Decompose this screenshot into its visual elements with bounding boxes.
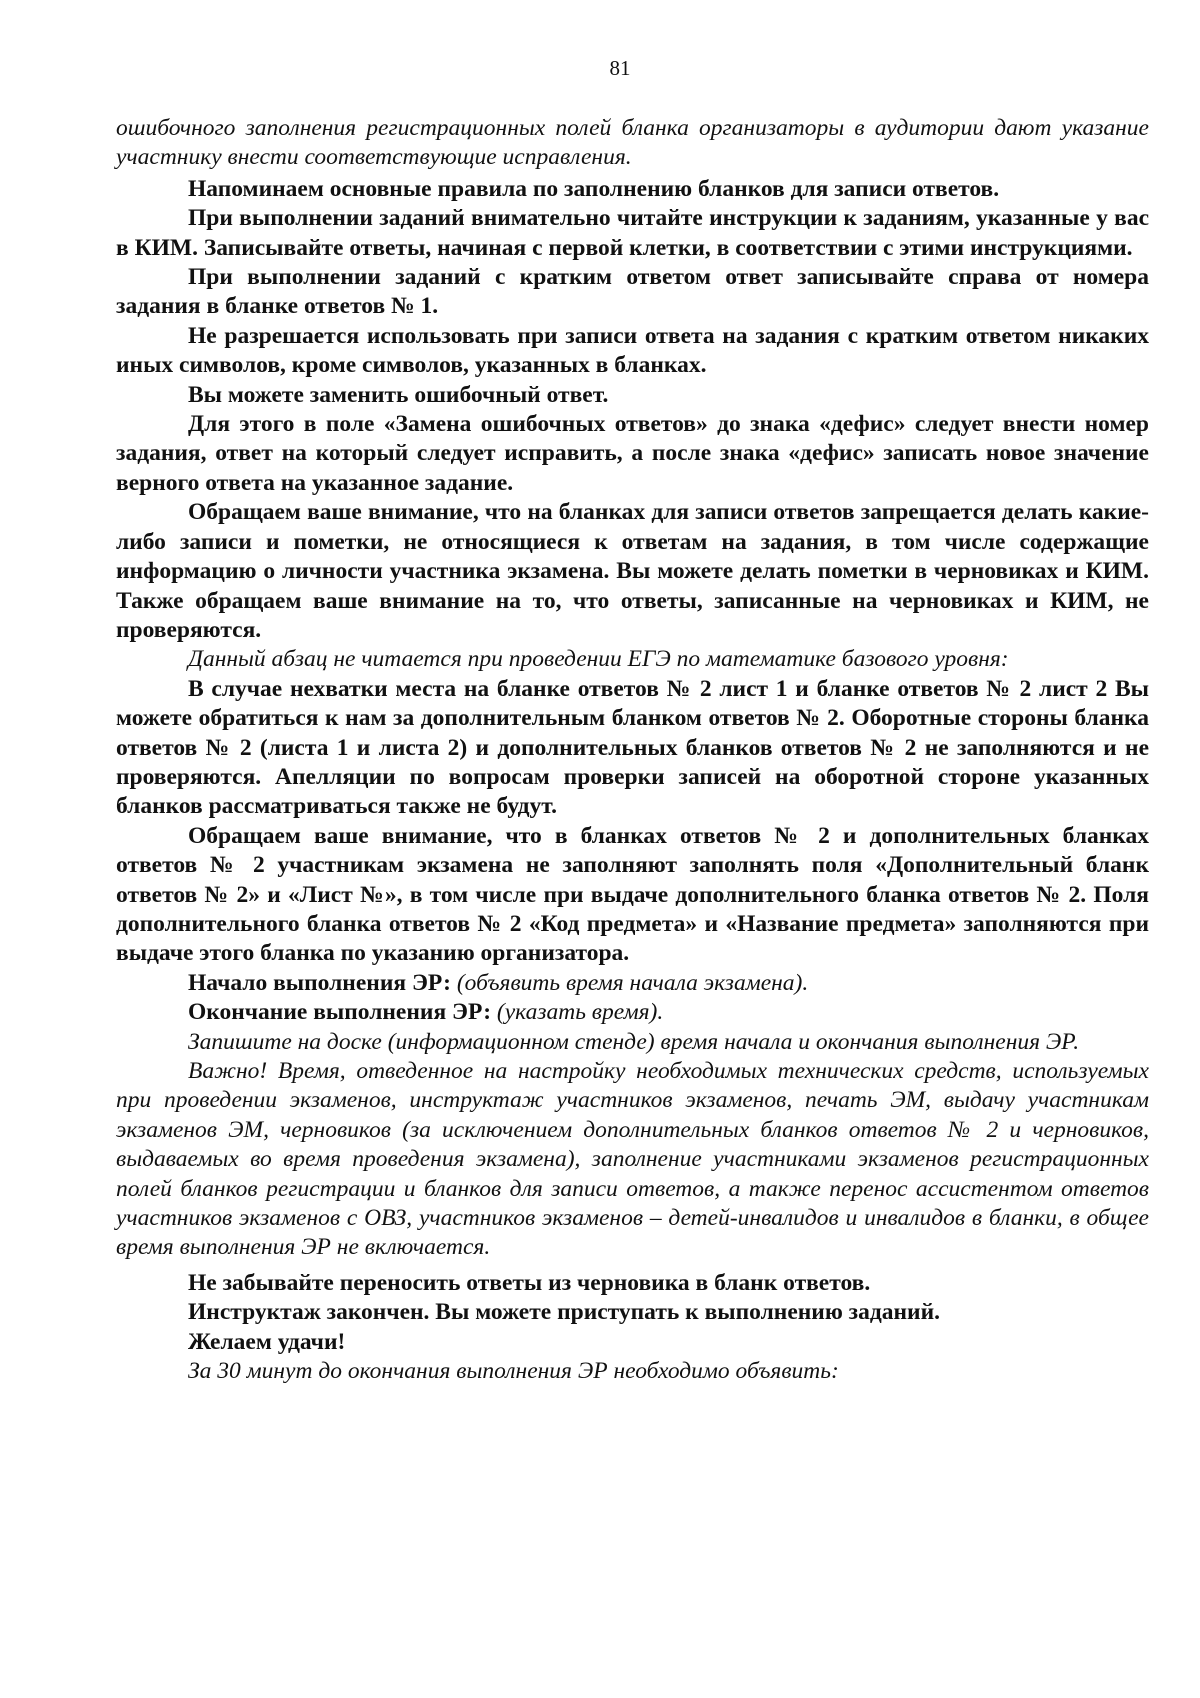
start-time-note: (объявить время начала экзамена). [456,969,809,996]
paragraph-replace-answer: Вы можете заменить ошибочный ответ. [188,381,609,408]
paragraph-replace-field: Для этого в поле «Замена ошибочных ответов» до знака «дефис» следует внести номер задания, ответ на который следует исправить, а после знака «дефис» записать новое значение верного ответа на указанное задание. [116,411,1149,496]
start-time-label: Начало выполнения ЭР: [188,969,451,996]
paragraph-write-board: Запишите на доске (информационном стенде) время начала и окончания выполнения ЭР. [188,1028,1080,1055]
paragraph-no-marks: Обращаем ваше внимание, что на бланках для записи ответов запрещается делать какие-либо записи и пометки, не относящиеся к ответам на задания, в том числе содержащие информацию о личности участника экзамена. Вы можете делать пометки в черновиках и КИМ. Также обращаем ваше внимание на то, что ответы, записанные на черновиках и КИМ, не проверяются. [116,499,1149,643]
paragraph-continuation: ошибочного заполнения регистрационных полей бланка организаторы в аудитории дают указание участнику внести соответствующие исправления. [116,115,1149,171]
paragraph-short-answer: При выполнении заданий с кратким ответом ответ записывайте справа от номера задания в бланке ответов № 1. [116,264,1149,320]
paragraph-important: Важно! Время, отведенное на настройку необходимых технических средств, используемых при проведении экзаменов, инструктаж участников экзаменов, печать ЭМ, выдачу участникам экзаменов ЭМ, черновиков (за исключением дополнительных бланков ответов № 2 и черновиков, выдаваемых во время проведения экзамена), заполнение участниками экзаменов регистрационных полей бланков регистрации и бланков для записи ответов, а также перенос ассистентом ответов участников экзаменов с ОВЗ, участников экзаменов – детей-инвалидов и инвалидов в бланки, в общее время выполнения ЭР не включается. [116,1058,1149,1261]
paragraph-briefing-finished: Инструктаж закончен. Вы можете приступать к выполнению заданий. [188,1299,940,1326]
paragraph-symbols: Не разрешается использовать при записи ответа на задания с кратким ответом никаких иных символов, кроме символов, указанных в бланках. [116,322,1149,379]
paragraph-start-time [116,969,1149,998]
end-time-note: (указать время). [496,999,664,1026]
paragraph-thirty-minutes: За 30 минут до окончания выполнения ЭР необходимо объявить: [188,1358,839,1385]
paragraph-end-time [116,998,1149,1027]
paragraph-kim-instructions: При выполнении заданий внимательно читайте инструкции к заданиям, указанные у вас в КИМ. Записывайте ответы, начиная с первой клетки, в соответствии с этими инструкциями. [116,205,1149,261]
paragraph-transfer-answers: Не забывайте переносить ответы из черновика в бланк ответов. [188,1269,871,1296]
paragraph-math-note: Данный абзац не читается при проведении ЕГЭ по математике базового уровня: [188,646,1009,673]
paragraph-good-luck: Желаем удачи! [188,1328,346,1355]
paragraph-extra-blank: В случае нехватки места на бланке ответов № 2 лист 1 и бланке ответов № 2 лист 2 Вы можете обратиться к нам за дополнительным бланком ответов № 2. Оборотные стороны бланка ответов № 2 (листа 1 и листа 2) и дополнительных бланков ответов № 2 не заполняются и не проверяются. Апелляции по вопросам проверки записей на оборотной стороне указанных бланков рассматриваться также не будут. [116,675,1149,820]
paragraph-rules-reminder: Напоминаем основные правила по заполнению бланков для записи ответов. [188,175,1000,202]
page-number: 81 [609,56,631,80]
end-time-label: Окончание выполнения ЭР: [188,999,492,1026]
paragraph-fields-note: Обращаем ваше внимание, что в бланках ответов № 2 и дополнительных бланках ответов № 2 участникам экзамена не заполняют заполнять поля «Дополнительный бланк ответов № 2» и «Лист №», в том числе при выдаче дополнительного бланка ответов № 2. Поля дополнительного бланка ответов № 2 «Код предмета» и «Название предмета» заполняются при выдаче этого бланка по указанию организатора. [116,822,1149,967]
document-body [116,114,1149,1386]
